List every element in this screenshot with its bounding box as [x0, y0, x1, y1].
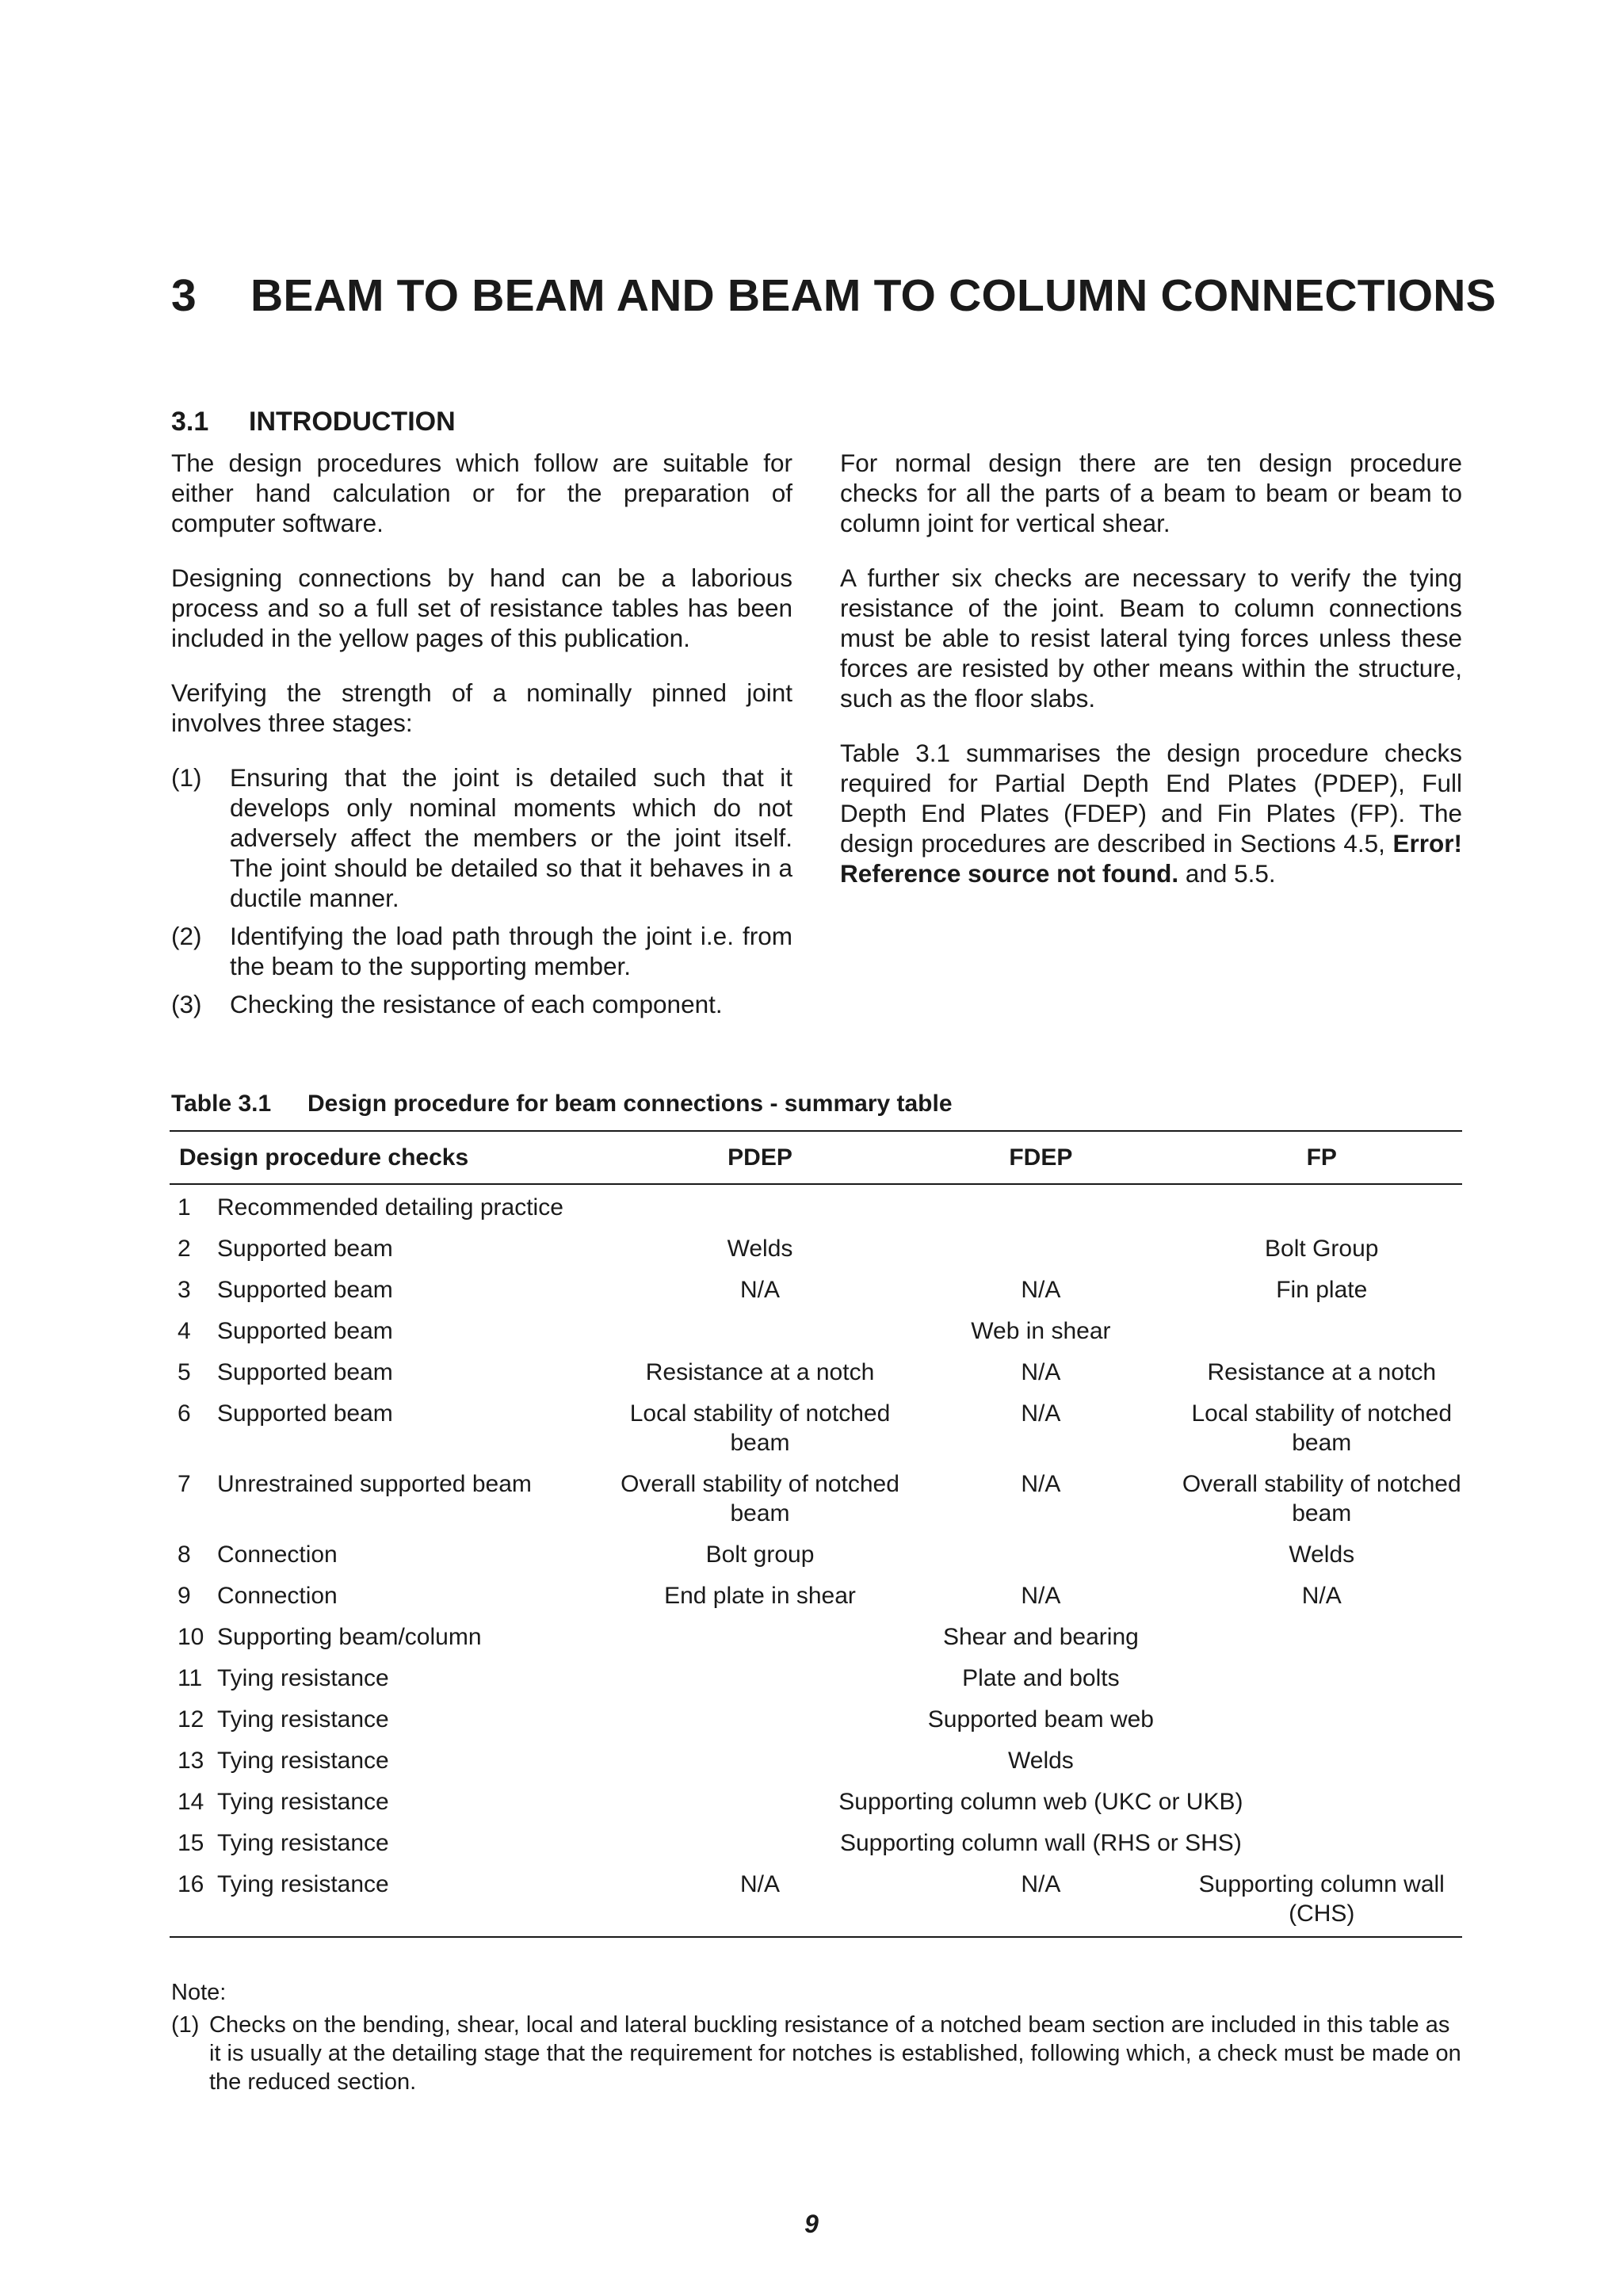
table-row — [170, 1270, 1462, 1312]
row-fp-value: Resistance at a notch — [1207, 1359, 1437, 1385]
row-fp-value: Fin plate — [1276, 1277, 1368, 1303]
row-fdep-value: N/A — [1021, 1277, 1061, 1303]
row-fdep-value: N/A — [900, 1865, 1181, 1937]
section-title: INTRODUCTION — [249, 407, 456, 437]
row-number: 13 — [178, 1748, 204, 1774]
table-row — [170, 1576, 1462, 1618]
row-check: Supported beam — [216, 1318, 393, 1344]
header-checks: Design procedure checks — [170, 1131, 620, 1184]
page-number: 9 — [804, 2210, 819, 2238]
note — [171, 2011, 1463, 2096]
paragraph-text-end: and 5.5. — [1178, 859, 1276, 888]
list-item — [171, 762, 792, 913]
table-row — [170, 1824, 1462, 1865]
reference-error-text: Error! Reference source not found. — [840, 829, 1462, 888]
row-number: 7 — [178, 1471, 191, 1497]
row-check: Tying resistance — [216, 1706, 389, 1733]
list-item-text: Ensuring that the joint is detailed such that it develops only nominal moments which do not adversely affect the members or the joint itself. The joint should be detailed so that it behaves in a ductile manner. — [230, 763, 792, 912]
list-marker: (2) — [171, 922, 202, 950]
table-row — [170, 1865, 1462, 1937]
stages-list — [171, 762, 792, 1019]
table-row — [170, 1618, 1462, 1659]
paragraph: Designing connections by hand can be a laborious process and so a full set of resistance tables has been included in the yellow pages of this publication. — [171, 563, 792, 652]
table-row — [170, 1184, 1462, 1229]
list-marker: (1) — [171, 763, 202, 792]
row-check: Supported beam — [216, 1400, 393, 1427]
table-row — [170, 1741, 1462, 1782]
row-number: 10 — [178, 1624, 204, 1650]
row-number: 5 — [178, 1359, 191, 1385]
row-check: Unrestrained supported beam — [216, 1471, 532, 1497]
paragraph-text: Table 3.1 summarises the design procedure checks required for Partial Depth End Plates (PDEP), Full Depth End Plates (FDEP) and Fin Plates (FP). The design procedures are described in Sections 4.5, — [840, 739, 1462, 858]
table-row — [170, 1394, 1462, 1465]
row-check: Supporting beam/column — [216, 1624, 482, 1650]
row-number: 6 — [178, 1400, 191, 1427]
table-row — [170, 1465, 1462, 1535]
row-pdep-value: N/A — [740, 1277, 781, 1303]
row-pdep-value: Local stability of notched beam — [629, 1400, 891, 1456]
row-all-types-value: Shear and bearing — [942, 1624, 1139, 1650]
header-pdep: PDEP — [620, 1131, 900, 1184]
section-heading — [171, 407, 456, 437]
list-item — [171, 921, 792, 981]
row-all-types-value: Supported beam web — [927, 1706, 1154, 1733]
list-item-text: Checking the resistance of each component. — [230, 990, 723, 1018]
row-pdep-value: Welds — [727, 1236, 793, 1262]
note-label: Note: — [171, 1980, 227, 2005]
row-fp-value: Supporting column wall (CHS) — [1182, 1865, 1462, 1937]
row-check: Supported beam — [216, 1359, 393, 1385]
header-fdep: FDEP — [900, 1131, 1181, 1184]
chapter-title — [171, 269, 1518, 322]
table-caption — [171, 1091, 953, 1117]
row-pdep-value: N/A — [620, 1865, 900, 1937]
row-fdep-value: N/A — [1021, 1583, 1061, 1609]
table-row — [170, 1700, 1462, 1741]
row-number: 3 — [178, 1277, 191, 1303]
row-number: 12 — [178, 1706, 204, 1733]
row-pdep-value: Overall stability of notched beam — [621, 1471, 899, 1526]
row-fp-value — [1182, 1184, 1462, 1229]
row-number: 15 — [178, 1830, 204, 1856]
row-pdep-value — [620, 1184, 900, 1229]
row-pdep-value: Resistance at a notch — [645, 1359, 875, 1385]
chapter-number: 3 — [171, 270, 197, 321]
row-all-types-value: Web in shear — [971, 1318, 1111, 1344]
row-check: Supported beam — [216, 1277, 393, 1303]
paragraph: Verifying the strength of a nominally pinned joint involves three stages: — [171, 678, 792, 737]
row-number: 1 — [178, 1194, 191, 1221]
chapter-title-text: BEAM TO BEAM AND BEAM TO COLUMN CONNECTIONS — [250, 270, 1496, 321]
row-number: 16 — [170, 1865, 209, 1937]
paragraph: The design procedures which follow are suitable for either hand calculation or for the preparation of computer software. — [171, 449, 792, 537]
row-all-types-value: Supporting column wall (RHS or SHS) — [839, 1830, 1242, 1856]
row-fdep-value: N/A — [1021, 1400, 1061, 1427]
left-column — [171, 448, 792, 1027]
note-text: Checks on the bending, shear, local and lateral buckling resistance of a notched beam section are included in this table as it is usually at the detailing stage that the requirement for notches is established, following which, a check must be made on the reduced section. — [209, 2012, 1461, 2095]
row-fdep-value: N/A — [1021, 1359, 1061, 1385]
table-header-row — [170, 1131, 1462, 1184]
table-row — [170, 1535, 1462, 1576]
row-fdep-value — [900, 1229, 1181, 1270]
row-fp-value: Overall stability of notched beam — [1182, 1471, 1461, 1526]
row-check: Tying resistance — [216, 1748, 389, 1774]
table-row — [170, 1782, 1462, 1824]
list-item — [171, 989, 792, 1019]
row-number: 9 — [178, 1583, 191, 1609]
row-check: Recommended detailing practice — [216, 1194, 563, 1221]
row-fp-value: N/A — [1301, 1583, 1342, 1609]
table-caption-title: Design procedure for beam connections - summary table — [307, 1091, 953, 1117]
row-all-types-value: Supporting column web (UKC or UKB) — [838, 1789, 1243, 1815]
list-item-text: Identifying the load path through the joint i.e. from the beam to the supporting member. — [230, 922, 792, 980]
row-fp-value: Welds — [1289, 1541, 1355, 1568]
row-number: 8 — [178, 1541, 191, 1568]
row-all-types-value: Plate and bolts — [962, 1665, 1120, 1691]
paragraph — [840, 738, 1462, 888]
row-check: Tying resistance — [216, 1789, 389, 1815]
note-marker: (1) — [171, 2012, 200, 2038]
header-fp: FP — [1182, 1131, 1462, 1184]
row-pdep-value: End plate in shear — [664, 1583, 856, 1609]
table-row — [170, 1312, 1462, 1353]
row-number: 4 — [178, 1318, 191, 1344]
table-caption-number: Table 3.1 — [171, 1091, 272, 1117]
list-marker: (3) — [171, 990, 202, 1018]
table-body — [170, 1184, 1462, 1937]
summary-table — [170, 1130, 1462, 1938]
row-number: 14 — [178, 1789, 204, 1815]
row-pdep-value: Bolt group — [705, 1541, 815, 1568]
table-row — [170, 1229, 1462, 1270]
table-row — [170, 1659, 1462, 1700]
right-column — [840, 448, 1462, 913]
row-check: Supported beam — [216, 1236, 393, 1262]
row-check: Connection — [216, 1583, 338, 1609]
row-check: Tying resistance — [216, 1830, 389, 1856]
row-fdep-value — [900, 1184, 1181, 1229]
row-number: 11 — [178, 1665, 203, 1691]
row-check: Connection — [216, 1541, 338, 1568]
paragraph: A further six checks are necessary to verify the tying resistance of the joint. Beam to column connections must be able to resist lateral tying forces unless these forces are resisted by other means within the structure, such as the floor slabs. — [840, 563, 1462, 712]
section-number: 3.1 — [171, 407, 209, 437]
row-all-types-value: Welds — [1007, 1748, 1074, 1774]
row-fdep-value: N/A — [1021, 1471, 1061, 1497]
row-fp-value: Bolt Group — [1265, 1236, 1379, 1262]
row-fp-value: Local stability of notched beam — [1191, 1400, 1453, 1456]
row-check: Tying resistance — [216, 1665, 389, 1691]
row-check: Tying resistance — [209, 1865, 620, 1937]
row-fdep-value — [900, 1535, 1181, 1576]
paragraph: For normal design there are ten design procedure checks for all the parts of a beam to beam or beam to column joint for vertical shear. — [840, 449, 1462, 537]
table-row — [170, 1353, 1462, 1394]
row-number: 2 — [178, 1236, 191, 1262]
